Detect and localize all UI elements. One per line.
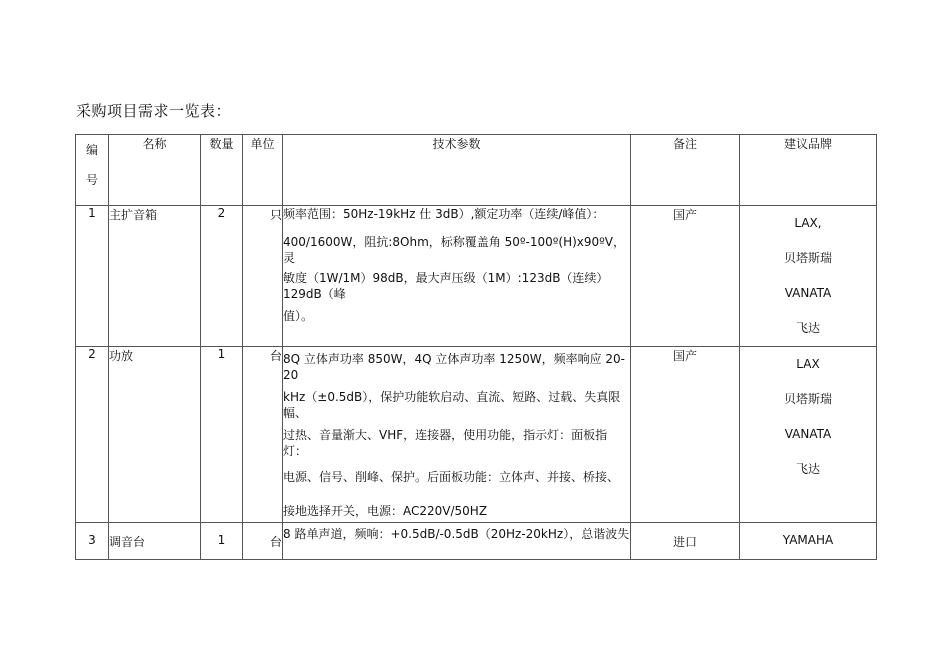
row-unit: 台: [243, 523, 283, 560]
header-num-line1: 编: [85, 143, 98, 157]
header-qty: 数量: [201, 135, 243, 206]
spec-line: 8 路单声道，频响：+0.5dB/-0.5dB（20Hz-20kHz），总谐波失: [283, 527, 630, 541]
brand-item: 飞达: [795, 321, 820, 335]
spec-line: 过热、音量渐大、VHF，连接器，使用功能，指示灯：面板指灯：: [283, 428, 608, 458]
row-brands: [740, 347, 877, 523]
spec-line: 接地选择开关，电源：AC220V/50HZ: [283, 504, 488, 518]
spec-line: 400/1600W，阻抗:8Ohm，标称覆盖角 50º-100º(H)x90ºV，灵: [283, 235, 626, 265]
row-brands: [740, 523, 877, 560]
brand-item: LAX,: [794, 216, 822, 230]
row-unit: 只: [243, 206, 283, 347]
brand-item: 飞达: [795, 462, 820, 476]
row-spec: [283, 347, 631, 523]
header-spec: 技术参数: [283, 135, 631, 206]
row-num: 2: [76, 347, 109, 523]
brand-item: 贝塔斯瑞: [783, 251, 832, 265]
brand-item: LAX: [796, 357, 820, 371]
header-num-line2: 号: [85, 173, 98, 187]
row-note: 国产: [631, 347, 740, 523]
brand-item: VANATA: [784, 427, 832, 441]
row-qty: 1: [201, 347, 243, 523]
header-unit: 单位: [243, 135, 283, 206]
row-name: 主扩音箱: [109, 206, 201, 347]
document-title: 采购项目需求一览表：: [76, 102, 232, 120]
spec-line: 频率范围：50Hz-19kHz 仕 3dB）,额定功率（连续/峰值）：: [283, 207, 605, 221]
row-name: 功放: [109, 347, 201, 523]
requirements-table: [75, 134, 877, 560]
row-brands: [740, 206, 877, 347]
row-spec: [283, 523, 631, 560]
row-note: 国产: [631, 206, 740, 347]
spec-line: 8Q 立体声功率 850W，4Q 立体声功率 1250W，频率响应 20-20: [283, 352, 626, 382]
brand-item: 贝塔斯瑞: [783, 392, 832, 406]
row-qty: 2: [201, 206, 243, 347]
row-note: 进口: [631, 523, 740, 560]
spec-line: kHz（±0.5dB），保护功能软启动、直流、短路、过载、失真限幅、: [283, 390, 621, 420]
header-note: 备注: [631, 135, 740, 206]
table-row: [76, 206, 877, 347]
row-qty: 1: [201, 523, 243, 560]
table-row: [76, 523, 877, 560]
brand-item: YAMAHA: [782, 533, 834, 547]
row-spec: [283, 206, 631, 347]
row-num: 1: [76, 206, 109, 347]
row-num: 3: [76, 523, 109, 560]
spec-line: 电源、信号、削峰、保护。后面板功能：立体声、并接、桥接、: [283, 470, 620, 484]
spec-line: 值）。: [283, 309, 314, 323]
spec-line: 敏度（1W/1M）98dB，最大声压级（1M）:123dB（连续）129dB（峰: [283, 271, 609, 301]
row-unit: 台: [243, 347, 283, 523]
header-name: 名称: [109, 135, 201, 206]
brand-item: VANATA: [784, 286, 832, 300]
header-num: [76, 135, 109, 206]
table-header-row: [76, 135, 877, 206]
row-name: 调音台: [109, 523, 201, 560]
table-row: [76, 347, 877, 523]
header-brand: 建议品牌: [740, 135, 877, 206]
